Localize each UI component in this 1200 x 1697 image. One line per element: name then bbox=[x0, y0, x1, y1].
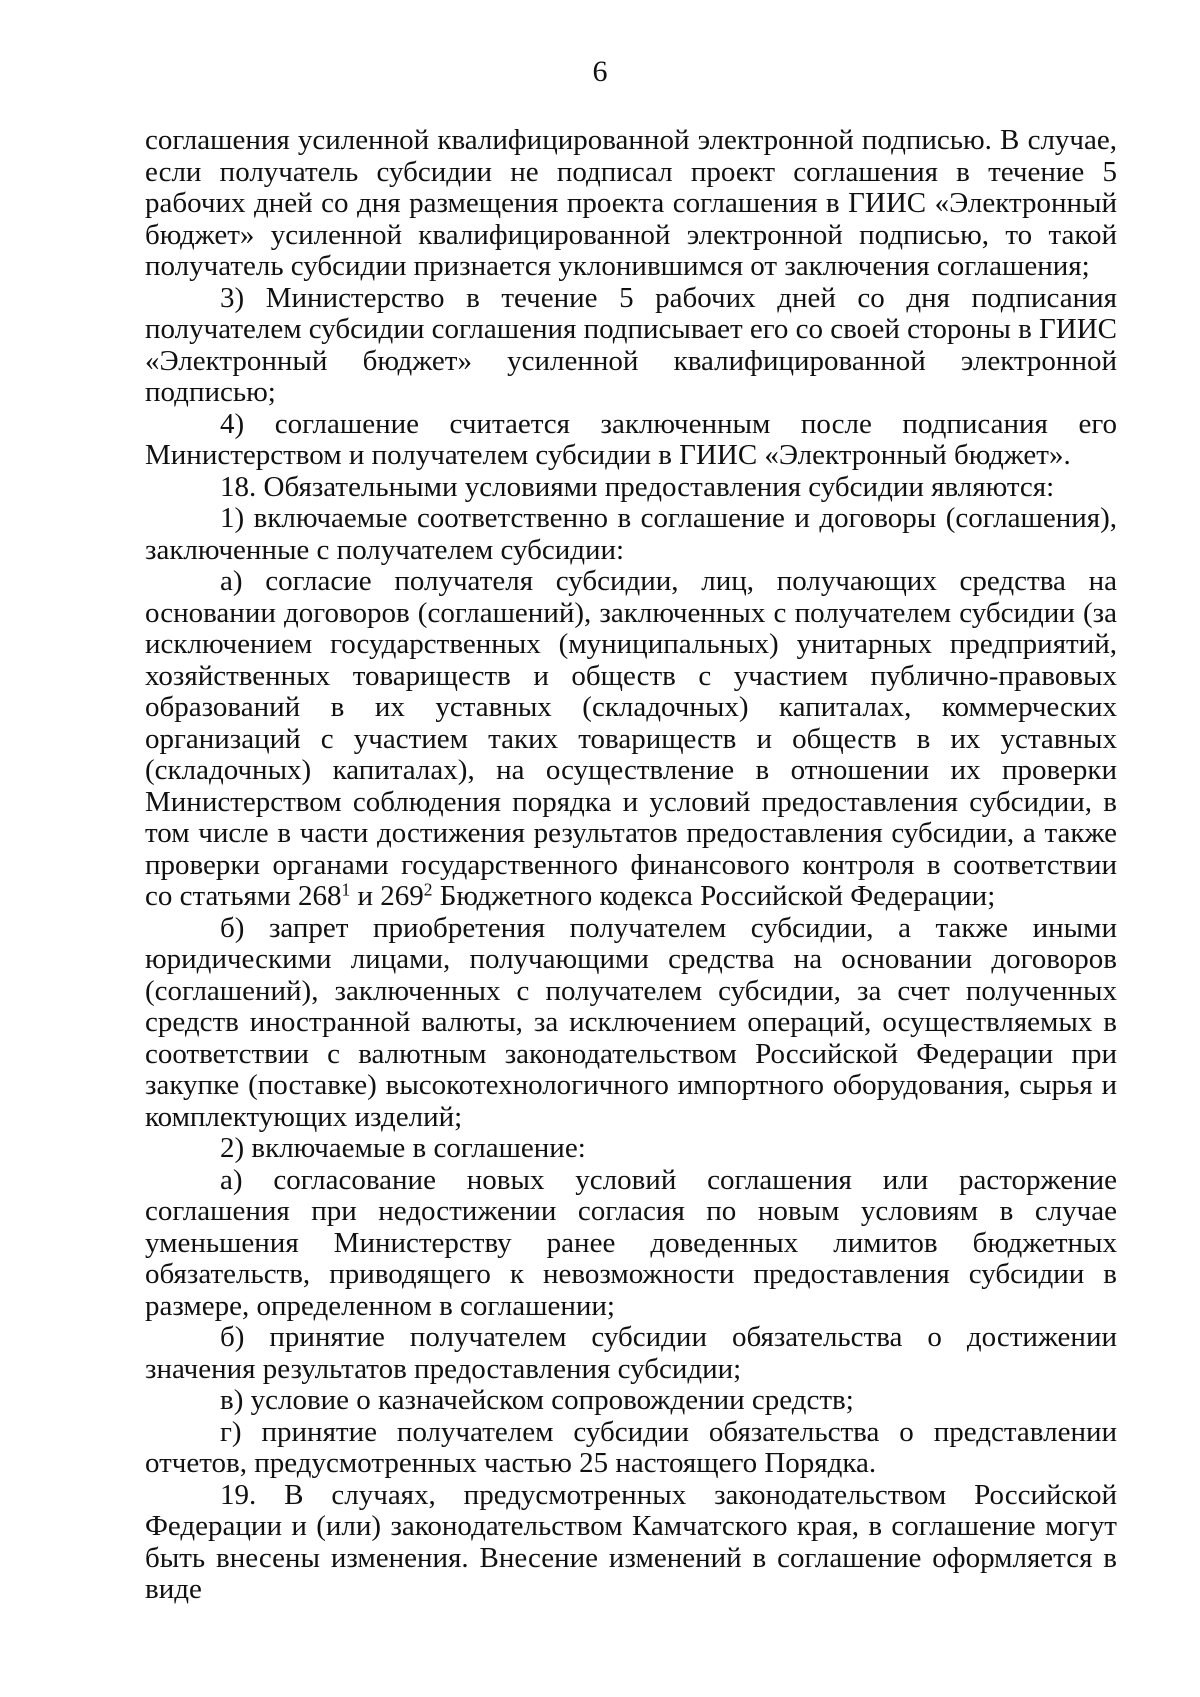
paragraph-text: Бюджетного кодекса Российской Федерации; bbox=[432, 880, 996, 912]
superscript: 1 bbox=[341, 879, 351, 900]
paragraph: г) принятие получателем субсидии обязательства о представлении отчетов, предусмотренных частью 25 настоящего Порядка. bbox=[145, 1415, 1117, 1479]
paragraph bbox=[145, 566, 1117, 913]
paragraph-text: а) согласие получателя субсидии, лиц, получающих средства на основании договоров (соглашений), заключенных с получателем субсидии (за исключением государственных (муниципальных) унитарных предприятий, хозяйственных товариществ и обществ с участием публично-правовых образований в их уставных (складочных) капиталах, коммерческих организаций с участием таких товариществ и обществ в их уставных (складочных) капиталах), на осуществление в отношении их проверки Министерством соблюдения порядка и условий предоставления субсидии, в том числе в части достижения результатов предоставления субсидии, а также проверки органами государственного финансового контроля в соответствии со статьями 268 bbox=[145, 565, 1117, 912]
page-number: 6 bbox=[592, 55, 608, 88]
paragraph: 18. Обязательными условиями предоставления субсидии являются: bbox=[220, 470, 1055, 503]
paragraph: 19. В случаях, предусмотренных законодательством Российской Федерации и (или) законодательством Камчатского края, в соглашение могут быть внесены изменения. Внесение изменений в соглашение оформляется в виде bbox=[145, 1478, 1117, 1605]
paragraph-text: и 269 bbox=[350, 880, 424, 912]
paragraph: б) запрет приобретения получателем субсидии, а также иными юридическими лицами, получающими средства на основании договоров (соглашений), заключенных с получателем субсидии, за счет полученных средств иностранной валюты, за исключением операций, осуществляемых в соответствии с валютным законодательством Российской Федерации при закупке (поставке) высокотехнологичного импортного оборудования, сырья и комплектующих изделий; bbox=[145, 911, 1117, 1133]
superscript: 2 bbox=[423, 879, 433, 900]
paragraph: а) согласование новых условий соглашения или расторжение соглашения при недостижении согласия по новым условиям в случае уменьшения Министерству ранее доведенных лимитов бюджетных обязательств, приводящего к невозможности предоставления субсидии в размере, определенном в соглашении; bbox=[145, 1163, 1117, 1322]
paragraph: соглашения усиленной квалифицированной электронной подписью. В случае, если получатель субсидии не подписал проект соглашения в течение 5 рабочих дней со дня размещения проекта соглашения в ГИИС «Электронный бюджет» усиленной квалифицированной электронной подписью, то такой получатель субсидии признается уклонившимся от заключения соглашения; bbox=[145, 124, 1117, 282]
paragraph: 1) включаемые соответственно в соглашение и договоры (соглашения), заключенные с получателем субсидии: bbox=[145, 502, 1117, 566]
paragraph: б) принятие получателем субсидии обязательства о достижении значения результатов предоставления субсидии; bbox=[145, 1321, 1117, 1385]
document-body bbox=[145, 125, 1117, 1606]
paragraph: 4) соглашение считается заключенным после подписания его Министерством и получателем субсидии в ГИИС «Электронный бюджет». bbox=[145, 407, 1117, 471]
paragraph: в) условие о казначейском сопровождении средств; bbox=[220, 1384, 854, 1416]
paragraph: 3) Министерство в течение 5 рабочих дней со дня подписания получателем субсидии соглашения подписывает его со своей стороны в ГИИС «Электронный бюджет» усиленной квалифицированной электронной подписью; bbox=[145, 281, 1118, 408]
paragraph: 2) включаемые в соглашение: bbox=[220, 1132, 586, 1164]
